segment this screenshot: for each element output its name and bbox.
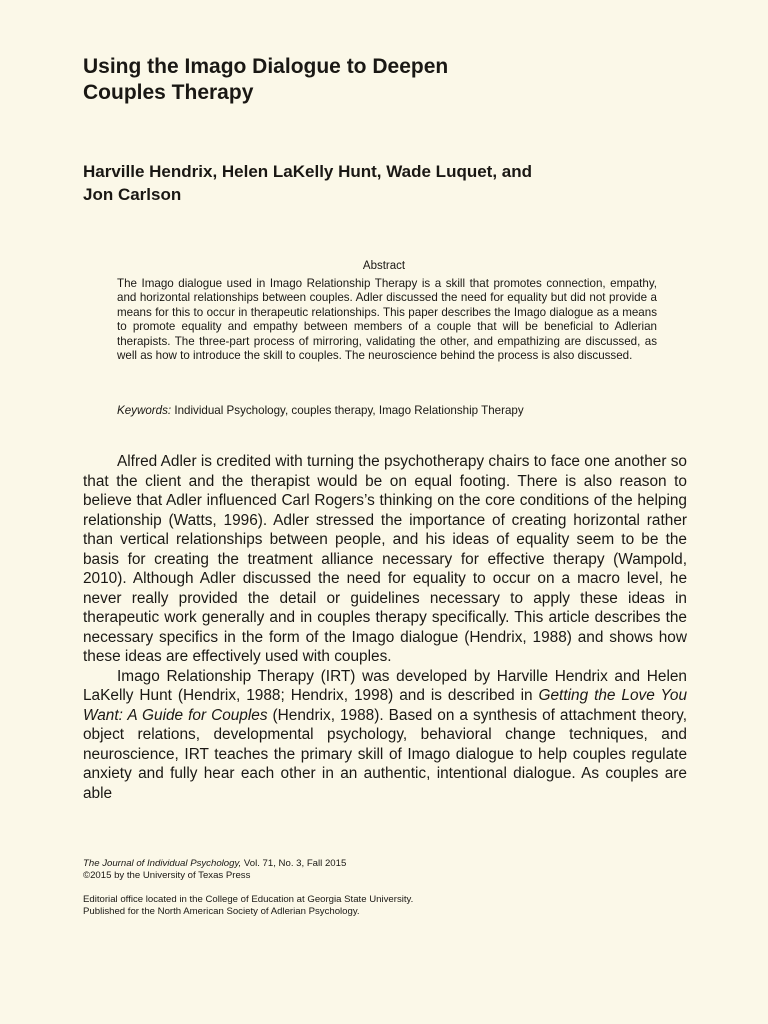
abstract-text: The Imago dialogue used in Imago Relationship Therapy is a skill that promotes connection, empathy, and horizontal relationships between couples. Adler discussed the need for equality but did not provide a means for this to occur in therapeutic relationships. This paper describes the Imago dialogue as a means to promote equality and empathy between members of a couple that will be beneficial to Adlerian therapists. The three-part process of mirroring, validating the other, and empathizing are discussed, as well as how to introduce the skill to couples. The neuroscience behind the process is also discussed. — [117, 277, 657, 363]
journal-name: The Journal of Individual Psychology, — [83, 858, 242, 869]
article-body — [83, 452, 687, 803]
article-authors — [83, 160, 703, 206]
editorial-note — [83, 894, 583, 918]
abstract-heading: Abstract — [362, 260, 406, 272]
keywords — [117, 404, 677, 418]
body-paragraph-2 — [83, 667, 687, 804]
title-line-1: Using the Imago Dialogue to Deepen — [83, 55, 449, 78]
body-paragraph-2-start: Imago Relationship Therapy (IRT) was developed by Harville Hendrix and Helen LaKelly Hunt (Hendrix, 1988; Hendrix, 1998) and is described in — [83, 667, 687, 704]
editorial-office-line: Editorial office located in the College of Education at Georgia State University. — [83, 894, 414, 905]
keywords-label: Keywords: — [117, 404, 172, 417]
article-title — [83, 54, 683, 106]
book-title: Getting the Love You Want: A Guide for Couples — [83, 687, 688, 724]
citation-line — [83, 858, 583, 870]
journal-citation — [83, 858, 583, 882]
body-paragraph-2-end: (Hendrix, 1988). Based on a synthesis of attachment theory, object relations, developmental psychology, behavioral change techniques, and neuroscience, IRT teaches the primary skill of Imago dialogue to help couples regulate anxiety and fully hear each other in an authentic, intentional dialogue. As couples are able — [83, 706, 687, 802]
journal-volume: Vol. 71, No. 3, Fall 2015 — [241, 858, 347, 869]
authors-line-1: Harville Hendrix, Helen LaKelly Hunt, Wade Luquet, and — [83, 162, 533, 181]
keywords-list: Individual Psychology, couples therapy, Imago Relationship Therapy — [171, 404, 524, 417]
authors-line-2: Jon Carlson — [83, 185, 182, 204]
published-for-line: Published for the North American Society of Adlerian Psychology. — [83, 906, 360, 917]
title-line-2: Couples Therapy — [83, 81, 254, 104]
copyright-line: ©2015 by the University of Texas Press — [83, 870, 251, 881]
body-paragraph-1: Alfred Adler is credited with turning the psychotherapy chairs to face one another so that the client and the therapist would be on equal footing. There is also reason to believe that Adler influenced Carl Rogers’s thinking on the core conditions of the helping relationship (Watts, 1996). Adler stressed the importance of creating horizontal rather than vertical relationships between people, and his ideas of equality seem to be the basis for creating the treatment alliance necessary for effective therapy (Wampold, 2010). Although Adler discussed the need for equality to occur on a macro level, he never really provided the detail or guidelines necessary to apply these ideas in therapeutic work generally and in couples therapy specifically. This article describes the necessary specifics in the form of the Imago dialogue (Hendrix, 1988) and shows how these ideas are effectively used with couples. — [83, 453, 687, 665]
